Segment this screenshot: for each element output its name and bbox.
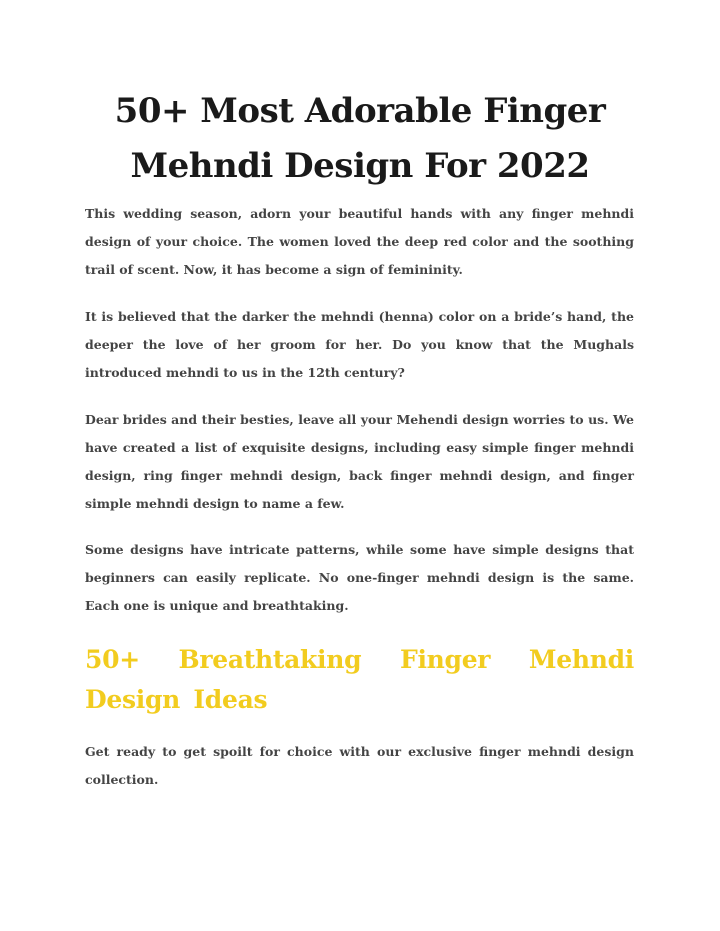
section-heading: 50+ Breathtaking Finger Mehndi Design Ideas [85,645,634,714]
henna-belief-paragraph: It is believed that the darker the mehndi (henna) color on a bride’s hand, the deeper the love of her groom for her. Do you know that the Mughals introduced mehndi to us in the 12th century? [85,309,634,380]
design-list-paragraph: Dear brides and their besties, leave all your Mehendi design worries to us. We have created a list of exquisite designs, including easy simple finger mehndi design, ring finger mehndi design, back finger mehndi design, and finger simple mehndi design to name a few. [85,412,634,511]
patterns-paragraph: Some designs have intricate patterns, while some have simple designs that beginners can easily replicate. No one-finger mehndi design is the same. Each one is unique and breathtaking. [85,542,634,613]
page-title: 50+ Most Adorable Finger Mehndi Design For 2022 [114,91,606,186]
closing-paragraph: Get ready to get spoilt for choice with our exclusive finger mehndi design collection. [85,744,634,787]
intro-paragraph: This wedding season, adorn your beautiful hands with any finger mehndi design of your choice. The women loved the deep red color and the soothing trail of scent. Now, it has become a sign of femininity. [85,206,634,277]
